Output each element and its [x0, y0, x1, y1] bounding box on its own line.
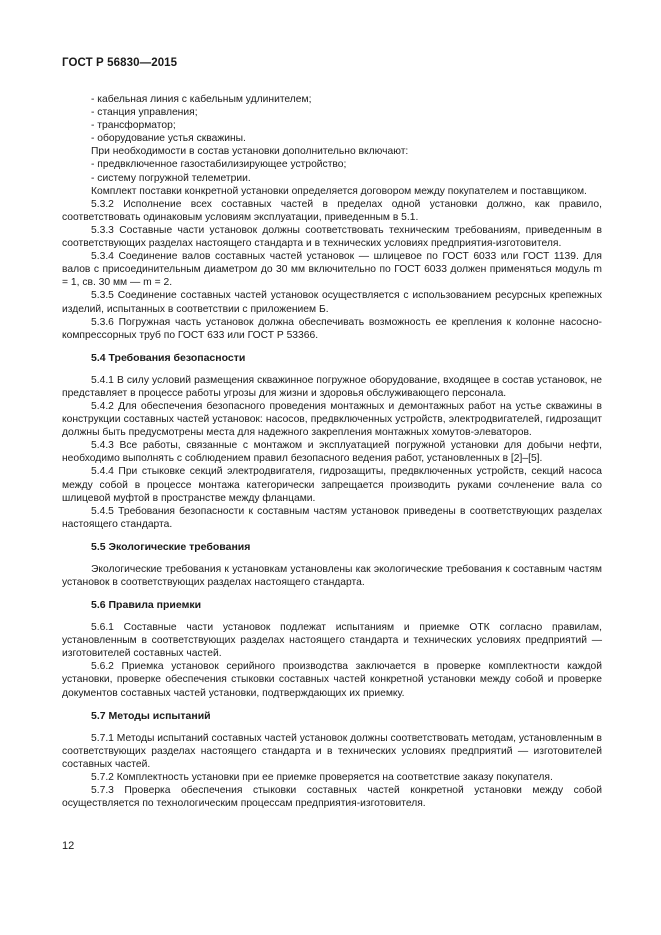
paragraph: 5.4.4 При стыковке секций электродвигателя, гидрозащиты, предвключенных устройств, секций насоса между собой в процессе монтажа категорически запрещается производить руками сочленение вала со шлицевой муфтой в пространстве между фланцами.	[62, 466, 602, 504]
paragraph: 5.7.2 Комплектность установки при ее приемке проверяется на соответствие заказу покупателя.	[91, 771, 553, 783]
list-item: - предвключенное газостабилизирующее устройство;	[91, 159, 347, 171]
list-item: - трансформатор;	[91, 120, 176, 132]
paragraph: 5.7.3 Проверка обеспечения стыковки составных частей конкретной установки между собой осуществляется по технологическим процессам предприятия-изготовителя.	[62, 785, 602, 810]
document-body	[62, 93, 602, 810]
section-heading: 5.6 Правила приемки	[91, 599, 202, 612]
page-number: 12	[62, 840, 75, 852]
paragraph: 5.3.2 Исполнение всех составных частей в пределах одной установки должно, как правило, соответствовать одинаковым условиям эксплуатации, приведенным в 5.1.	[62, 198, 602, 223]
paragraph: 5.4.5 Требования безопасности к составным частям установок приведены в соответствующих разделах настоящего стандарта.	[62, 505, 602, 530]
paragraph: Комплект поставки конкретной установки определяется договором между покупателем и поставщиком.	[91, 185, 587, 197]
paragraph: 5.3.4 Соединение валов составных частей установок — шлицевое по ГОСТ 6033 или ГОСТ 1139. Для валов с присоединительным диаметром до 30 мм включительно по ГОСТ 6033 должен применяться модуль m = 1, св. 30 мм — m = 2.	[62, 251, 602, 289]
paragraph: При необходимости в состав установки дополнительно включают:	[91, 146, 409, 158]
section-heading: 5.4 Требования безопасности	[91, 351, 246, 364]
paragraph: 5.4.2 Для обеспечения безопасного проведения монтажных и демонтажных работ на устье скважины в конструкции составных частей установок: насосов, предвключенных устройств, электродвигателей, гидрозащит должны быть предусмотрены места для надежного закрепления монтажных хомутов-элеваторов.	[62, 400, 602, 439]
paragraph: Экологические требования к установкам установлены как экологические требования к составным частям установок в соответствующих разделах настоящего стандарта.	[62, 563, 602, 588]
document-header: ГОСТ Р 56830—2015	[62, 57, 178, 69]
list-item: - систему погружной телеметрии.	[91, 172, 251, 184]
paragraph: 5.4.3 Все работы, связанные с монтажом и эксплуатацией погружной установки для добычи нефти, необходимо выполнять с соблюдением правил безопасного ведения работ, установленных в [2]–[5].	[62, 440, 602, 465]
paragraph: 5.3.3 Составные части установок должны соответствовать техническим требованиям, приведенным в соответствующих разделах настоящего стандарта и в технических условиях предприятия-изготовителя.	[62, 224, 602, 250]
list-item: - кабельная линия с кабельным удлинителем;	[91, 94, 312, 105]
list-item: - станция управления;	[91, 107, 198, 119]
paragraph: 5.3.5 Соединение составных частей установок осуществляется с использованием ресурсных крепежных изделий, испытанных в соответствии с приложением Б.	[62, 290, 602, 315]
paragraph: 5.4.1 В силу условий размещения скважинное погружное оборудование, входящее в состав установок, не представляет в процессе работы угрозы для жизни и здоровья обслуживающего персонала.	[62, 374, 602, 399]
paragraph: 5.6.2 Приемка установок серийного производства заключается в проверке комплектности каждой установки, проверке обеспечения стыковки составных частей конкретной установки между собой и проверке документов составных частей установки, подтверждающих их приемку.	[62, 661, 602, 699]
list-item: - оборудование устья скважины.	[91, 133, 246, 145]
paragraph: 5.3.6 Погружная часть установок должна обеспечивать возможность ее крепления к колонне насосно-компрессорных труб по ГОСТ 633 или ГОСТ Р 53366.	[62, 316, 602, 341]
paragraph: 5.7.1 Методы испытаний составных частей установок должны соответствовать методам, установленным в соответствующих разделах настоящего стандарта и в технических условиях предприятий — изготовителей составных частей.	[62, 732, 602, 770]
section-heading: 5.7 Методы испытаний	[91, 709, 211, 722]
section-heading: 5.5 Экологические требования	[91, 540, 251, 553]
paragraph: 5.6.1 Составные части установок подлежат испытаниям и приемке ОТК согласно правилам, установленным в соответствующих разделах настоящего стандарта и технических условиях предприятий — изготовителей составных частей.	[62, 622, 602, 660]
